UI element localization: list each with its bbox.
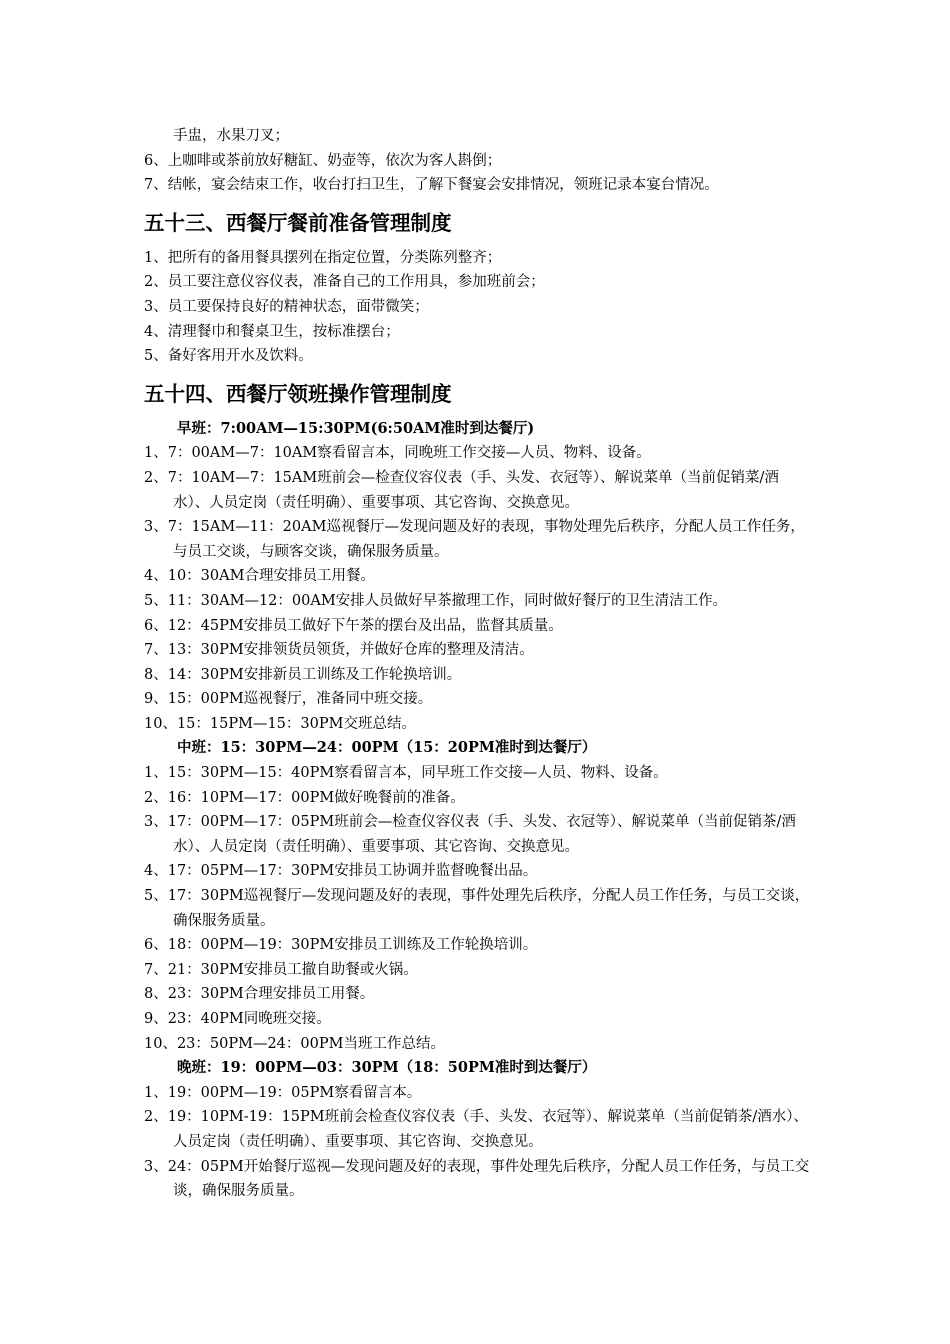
section-53-item: 1、把所有的备用餐具摆列在指定位置，分类陈列整齐；	[144, 249, 502, 266]
section-53-item: 4、清理餐巾和餐桌卫生，按标准摆台；	[144, 323, 400, 340]
section-53-item: 3、员工要保持良好的精神状态，面带微笑；	[144, 298, 429, 315]
intro-item: 6、上咖啡或茶前放好糖缸、奶壶等，依次为客人斟倒；	[144, 152, 502, 169]
middle-shift-item: 6、18：00PM—19：30PM安排员工训练及工作轮换培训。	[144, 937, 538, 954]
morning-shift-item: 10、15：15PM—15：30PM交班总结。	[144, 715, 416, 732]
middle-shift-title: 中班：15：30PM—24：00PM（15：20PM准时到达餐厅）	[177, 739, 597, 757]
morning-shift-item: 5、11：30AM—12：00AM安排人员做好早茶撤理工作，同时做好餐厅的卫生清洁工作。	[144, 592, 728, 609]
intro-item: 7、结帐，宴会结束工作，收台打扫卫生，了解下餐宴会安排情况，领班记录本宴台情况。	[144, 177, 719, 194]
middle-shift-item: 10、23：50PM—24：00PM当班工作总结。	[144, 1035, 445, 1052]
morning-shift-title: 早班：7:00AM—15:30PM(6:50AM准时到达餐厅)	[177, 419, 535, 437]
middle-shift-item: 8、23：30PM合理安排员工用餐。	[144, 986, 375, 1003]
middle-shift-item: 4、17：05PM—17：30PM安排员工协调并监督晚餐出品。	[144, 863, 538, 880]
middle-shift-item: 2、16：10PM—17：00PM做好晚餐前的准备。	[144, 789, 465, 806]
section-53-item: 2、员工要注意仪容仪表，准备自己的工作用具，参加班前会；	[144, 274, 545, 291]
morning-shift-item: 9、15：00PM巡视餐厅，准备同中班交接。	[144, 691, 433, 708]
middle-shift-item: 1、15：30PM—15：40PM察看留言本，同早班工作交接—人员、物料、设备。	[144, 765, 668, 782]
morning-shift-item: 1、7：00AM—7：10AM察看留言本，同晚班工作交接—人员、物料、设备。	[144, 445, 651, 462]
middle-shift-item: 9、23：40PM同晚班交接。	[144, 1011, 331, 1027]
middle-shift-item: 5、17：30PM巡视餐厅—发现问题及好的表现，事件处理先后秩序，分配人员工作任务，与员工交谈，确保服务质量。	[144, 888, 810, 929]
morning-shift-item: 8、14：30PM安排新员工训练及工作轮换培训。	[144, 666, 462, 683]
section-54-title: 五十四、西餐厅领班操作管理制度	[144, 381, 452, 406]
evening-shift-item: 2、19：10PM-19：15PM班前会检查仪容仪表（手、头发、衣冠等）、解说菜单（当前促销茶/酒水）、人员定岗（责任明确）、重要事项、其它咨询、交换意见。	[144, 1109, 809, 1150]
section-53-item: 5、备好客用开水及饮料。	[144, 348, 313, 365]
evening-shift-title: 晚班：19：00PM—03：30PM（18：50PM准时到达餐厅）	[177, 1059, 597, 1077]
evening-shift-item: 1、19：00PM—19：05PM察看留言本。	[144, 1084, 422, 1101]
morning-shift-item: 2、7：10AM—7：15AM班前会—检查仪容仪表（手、头发、衣冠等）、解说菜单（当前促销菜/酒水）、人员定岗（责任明确）、重要事项、其它咨询、交换意见。	[144, 469, 779, 511]
document-page	[144, 124, 812, 1204]
middle-shift-item: 3、17：00PM—17：05PM班前会—检查仪容仪表（手、头发、衣冠等）、解说菜单（当前促销茶/酒水）、人员定岗（责任明确）、重要事项、其它咨询、交换意见。	[144, 814, 796, 855]
evening-shift-item: 3、24：05PM开始餐厅巡视—发现问题及好的表现，事件处理先后秩序，分配人员工作任务，与员工交谈，确保服务质量。	[144, 1158, 810, 1200]
intro-continuation: 手盅，水果刀叉；	[173, 128, 289, 144]
morning-shift-item: 6、12：45PM安排员工做好下午茶的摆台及出品，监督其质量。	[144, 617, 563, 634]
middle-shift-item: 7、21：30PM安排员工撤自助餐或火锅。	[144, 961, 418, 978]
morning-shift-item: 3、7：15AM—11：20AM巡视餐厅—发现问题及好的表现，事物处理先后秩序，分配人员工作任务，与员工交谈，与顾客交谈，确保服务质量。	[144, 519, 805, 560]
section-53-title: 五十三、西餐厅餐前准备管理制度	[144, 210, 452, 235]
morning-shift-item: 4、10：30AM合理安排员工用餐。	[144, 568, 375, 585]
morning-shift-item: 7、13：30PM安排领货员领货，并做好仓库的整理及清洁。	[144, 642, 534, 659]
